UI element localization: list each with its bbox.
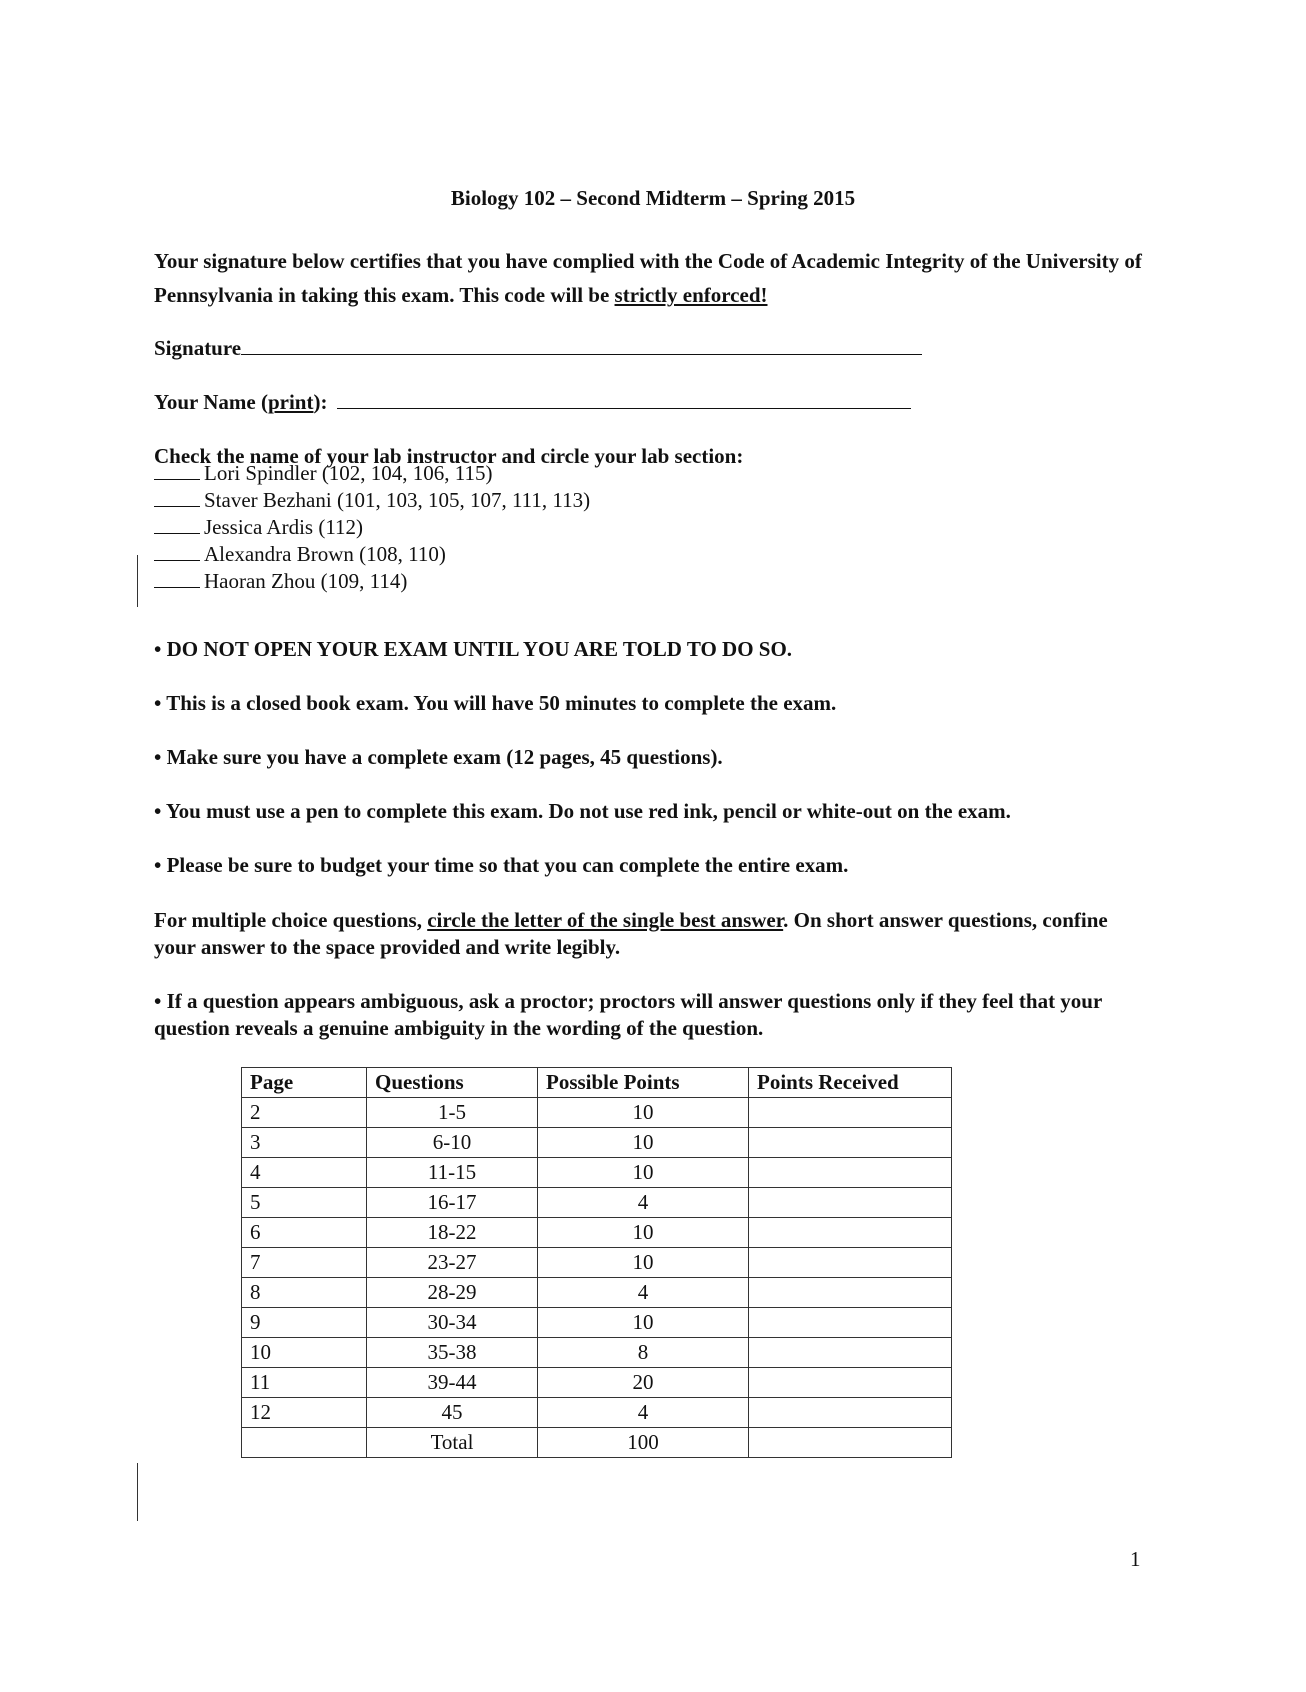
cell-possible-points: 4 [538,1278,749,1308]
signature-line[interactable] [241,336,922,355]
cell-possible-points: 8 [538,1338,749,1368]
lab-instructor-item: Alexandra Brown (108, 110) [154,541,590,568]
cell-points-received[interactable] [749,1398,952,1428]
check-blank[interactable] [154,542,200,561]
integrity-text: Your signature below certifies that you have complied with the Code of Academic Integrity of the University of Pennsylvania in taking this exam. This code will be [154,249,1142,307]
lab-instructor-item: Staver Bezhani (101, 103, 105, 107, 111, 113) [154,487,590,514]
integrity-emphasis: strictly enforced! [614,283,768,307]
cell-questions: 35-38 [367,1338,538,1368]
header-points-received: Points Received [749,1068,952,1098]
cell-possible-points: 20 [538,1368,749,1398]
instruction-item: • This is a closed book exam. You will have 50 minutes to complete the exam. [154,691,837,715]
signature-label: Signature [154,336,242,360]
check-blank[interactable] [154,569,200,588]
header-possible-points: Possible Points [538,1068,749,1098]
table-row [242,1248,952,1278]
margin-change-bar [137,1463,138,1521]
exam-title: Biology 102 – Second Midterm – Spring 2015 [450,186,856,210]
cell-points-received[interactable] [749,1158,952,1188]
page-number: 1 [1130,1547,1141,1571]
cell-questions: 30-34 [367,1308,538,1338]
cell-questions: 6-10 [367,1128,538,1158]
table-row [242,1098,952,1128]
cell-page: 10 [242,1338,367,1368]
table-row [242,1218,952,1248]
cell-possible-points: 4 [538,1188,749,1218]
cell-possible-points: 4 [538,1398,749,1428]
cell-questions: 18-22 [367,1218,538,1248]
cell-possible-points: 10 [538,1218,749,1248]
cell-points-received[interactable] [749,1338,952,1368]
name-field [154,390,911,415]
check-blank[interactable] [154,461,200,480]
cell-page: 5 [242,1188,367,1218]
cell-points-received[interactable] [749,1098,952,1128]
instruction-item: • Please be sure to budget your time so that you can complete the entire exam. [154,853,849,877]
check-blank[interactable] [154,515,200,534]
cell-points-received[interactable] [749,1308,952,1338]
lab-heading: Check the name of your lab instructor and circle your lab section: [154,444,744,468]
cell-points-received[interactable] [749,1188,952,1218]
cell-possible-points: 10 [538,1248,749,1278]
cell-points-received[interactable] [749,1248,952,1278]
cell-page: 3 [242,1128,367,1158]
cell-page: 2 [242,1098,367,1128]
margin-change-bar [137,555,138,607]
cell-points-received[interactable] [749,1218,952,1248]
cell-questions: 23-27 [367,1248,538,1278]
table-row [242,1188,952,1218]
cell-possible-points: 100 [538,1428,749,1458]
header-page: Page [242,1068,367,1098]
cell-page: 4 [242,1158,367,1188]
cell-points-received[interactable] [749,1128,952,1158]
table-header-row [242,1068,952,1098]
header-questions: Questions [367,1068,538,1098]
instruction-item: • You must use a pen to complete this exam. Do not use red ink, pencil or white-out on the exam. [154,799,1011,823]
table-row [242,1278,952,1308]
cell-points-received[interactable] [749,1368,952,1398]
check-blank[interactable] [154,488,200,507]
table-row [242,1308,952,1338]
cell-page: 6 [242,1218,367,1248]
signature-field [154,336,922,361]
multiple-choice-instructions: For multiple choice questions, circle the letter of the single best answer. On short answer questions, confine your answer to the space provided and write legibly. [154,908,1108,959]
table-row [242,1128,952,1158]
score-table [241,1067,952,1458]
cell-possible-points: 10 [538,1128,749,1158]
ambiguity-instructions: • If a question appears ambiguous, ask a proctor; proctors will answer questions only if they feel that your question reveals a genuine ambiguity in the wording of the question. [154,989,1102,1040]
lab-instructor-item: Jessica Ardis (112) [154,514,590,541]
cell-questions: 1-5 [367,1098,538,1128]
cell-page: 12 [242,1398,367,1428]
cell-possible-points: 10 [538,1158,749,1188]
cell-questions: Total [367,1428,538,1458]
cell-questions: 16-17 [367,1188,538,1218]
table-row [242,1428,952,1458]
cell-points-received[interactable] [749,1278,952,1308]
cell-possible-points: 10 [538,1098,749,1128]
name-line[interactable] [337,390,911,409]
instruction-item: • DO NOT OPEN YOUR EXAM UNTIL YOU ARE TOLD TO DO SO. [154,637,793,661]
table-row [242,1398,952,1428]
cell-page: 11 [242,1368,367,1398]
cell-questions: 39-44 [367,1368,538,1398]
integrity-statement [154,244,1154,312]
cell-points-received[interactable] [749,1428,952,1458]
lab-instructor-item: Lori Spindler (102, 104, 106, 115) [154,460,590,487]
table-row [242,1338,952,1368]
lab-instructor-item: Haoran Zhou (109, 114) [154,568,590,595]
name-label: Your Name (print): [154,390,328,414]
cell-page: 7 [242,1248,367,1278]
table-row [242,1368,952,1398]
cell-questions: 28-29 [367,1278,538,1308]
instruction-item: • Make sure you have a complete exam (12 pages, 45 questions). [154,745,723,769]
lab-instructor-list [154,460,590,595]
cell-page [242,1428,367,1458]
cell-page: 8 [242,1278,367,1308]
cell-questions: 11-15 [367,1158,538,1188]
table-row [242,1158,952,1188]
cell-questions: 45 [367,1398,538,1428]
cell-page: 9 [242,1308,367,1338]
cell-possible-points: 10 [538,1308,749,1338]
